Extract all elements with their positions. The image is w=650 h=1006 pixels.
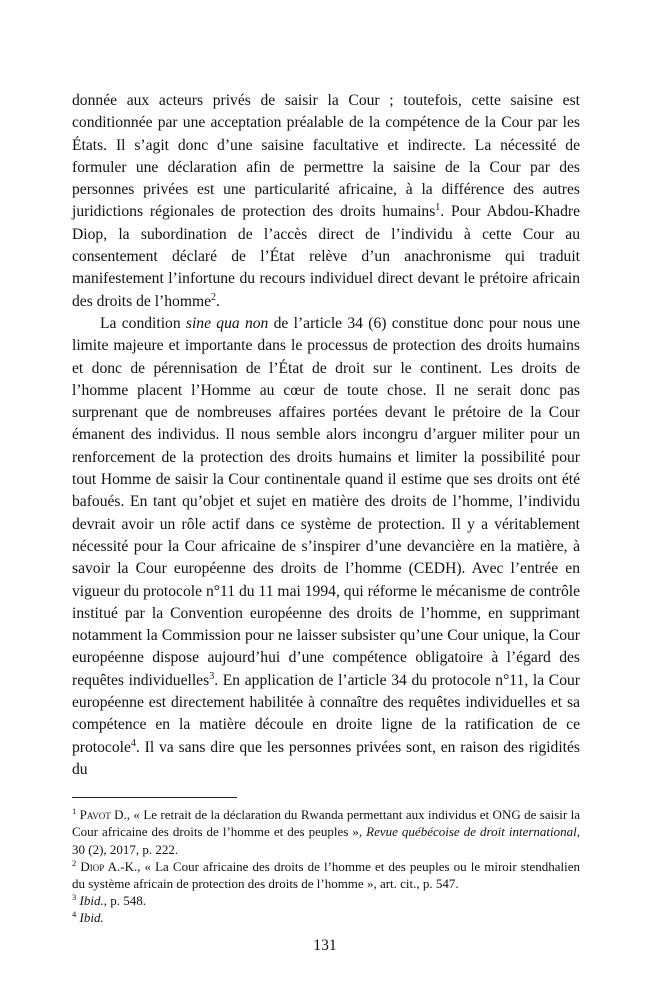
footnote — [72, 892, 580, 909]
footnote-text: D., « Le retrait de la déclaration du Rwanda permettant aux individus et ONG de saisir la Cour africaine des droits de l’homme et des peuples », — [72, 807, 580, 840]
footnote-author: Diop — [80, 858, 105, 874]
footnote-journal: Revue québécoise de droit international — [366, 824, 577, 840]
footnote-number: 1 — [72, 806, 77, 817]
footnote-text: , p. 548. — [103, 893, 146, 909]
footnote-ref-ibid: Ibid. — [79, 893, 104, 909]
footnotes — [72, 806, 580, 926]
text-run: . Pour Abdou-Khadre Diop, la subordination de l’accès direct de l’individu à cette Cour au consentement déclaré de l’État relève d’un anachronisme qui traduit manifestement l’infortune du recours individuel direct devant le prétoire africain des droits de l’homme — [72, 203, 581, 310]
footnote-ref: 1 — [435, 202, 441, 214]
footnote-ref: 4 — [130, 737, 136, 749]
footnote-text: A.-K., « La Cour africaine des droits de l’homme et des peuples ou le miroir stendhalien du système africain de protection des droits de l’homme », art. cit., p. 547. — [72, 858, 581, 892]
footnote-ref-ibid: Ibid. — [79, 910, 104, 926]
italic-term: sine qua non — [185, 314, 269, 332]
footnote — [72, 858, 580, 892]
page-number: 131 — [313, 937, 337, 954]
text-run: . Il va sans dire que les personnes privées sont, en raison des rigidités du — [72, 738, 580, 778]
text-run: La condition — [100, 314, 186, 332]
text-run: . En application de l’article 34 du protocole n°11, la Cour européenne est directement habilitée à connaître des requêtes individuelles et sa compétence en la matière découle en droite ligne de la ratification de ce protocole — [72, 671, 580, 756]
document-page — [72, 90, 580, 927]
main-text — [72, 90, 580, 781]
footnote-author: Pavot — [79, 807, 111, 823]
footnote-divider — [72, 797, 237, 798]
footnote — [72, 909, 580, 926]
footnote-number: 3 — [72, 892, 77, 903]
footnote-number: 4 — [72, 909, 77, 920]
footnote-ref: 3 — [209, 670, 215, 682]
footnote — [72, 806, 580, 858]
footnote-number: 2 — [72, 857, 77, 868]
footnote-ref: 2 — [211, 291, 217, 303]
text-run: . — [216, 292, 220, 310]
paragraph — [72, 313, 580, 781]
text-run: donnée aux acteurs privés de saisir la Cour ; toutefois, cette saisine est conditionnée par une acceptation préalable de la compétence de la Cour par les États. Il s’agit donc d’une saisine facultative et indirecte. La nécessité de formuler une déclaration afin de permettre la saisine de la Cour par des personnes privées est une particularité africaine, à la différence des autres juridictions régionales de protection des droits humains — [72, 92, 580, 221]
paragraph — [72, 90, 580, 313]
footnote-text: , 30 (2), 2017, p. 222. — [72, 824, 580, 857]
text-run: de l’article 34 (6) constitue donc pour nous une limite majeure et importante dans le processus de protection des droits humains et donc de pérennisation de l’État de droit sur le continent. Les droits de l’homme placent l’Homme au cœur de toute chose. Il ne serait donc pas surprenant que de nombreuses affaires portées devant le prétoire de la Cour émanent des individus. Il nous semble alors incongru d’arguer militer pour un renforcement de la protection des droits humains et limiter la possibilité pour tout Homme de saisir la Cour continentale quand il estime que ses droits ont été bafoués. En tant qu’objet et sujet en matière des droits de l’homme, l’individu devrait avoir un rôle actif dans ce système de protection. Il y a véritablement nécessité pour la Cour africaine de s’inspirer d’une devancière en la matière, à savoir la Cour européenne des droits de l’homme (CEDH). Avec l’entrée en vigueur du protocole n°11 du 11 mai 1994, qui réforme le mécanisme de contrôle institué par la Convention européenne des droits de l’homme, en supprimant notamment la Commission pour ne laisser subsister qu’une Cour unique, la Cour européenne dispose aujourd’hui d’une compétence obligatoire à l’égard des requêtes individuelles — [72, 314, 580, 689]
